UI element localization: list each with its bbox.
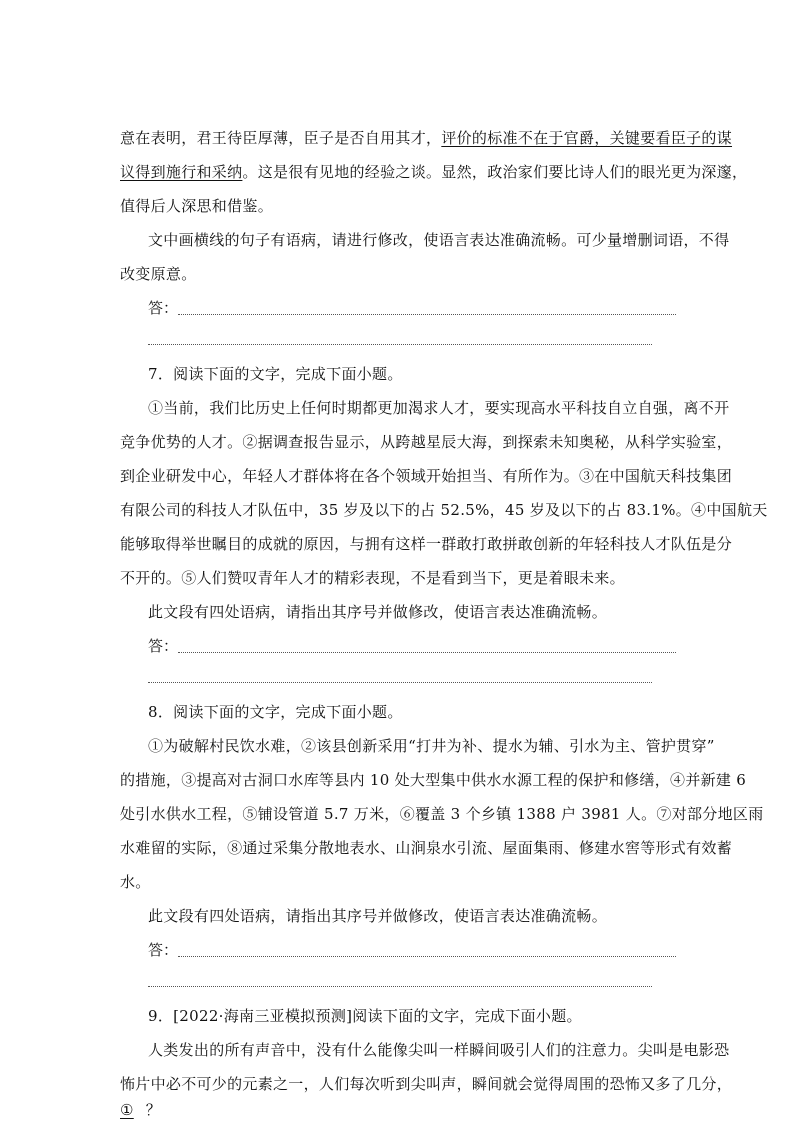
passage-line: 有限公司的科技人才队伍中，35 岁及以下的占 52.5%，45 岁及以下的占 83.1%。④中国航天 — [120, 501, 768, 519]
question-instruction: 改变原意。 — [120, 265, 197, 283]
passage-line: 水难留的实际，⑧通过采集分散地表水、山涧泉水引流、屋面集雨、修建水窖等形式有效蓄 — [120, 839, 733, 857]
answer-line[interactable] — [178, 652, 676, 653]
passage-line: 不开的。⑤人们赞叹青年人才的精彩表现，不是看到当下，更是着眼未来。 — [120, 569, 625, 587]
passage-line: 竞争优势的人才。②据调查报告显示，从跨越星辰大海，到探索未知奥秘，从科学实验室， — [120, 433, 733, 451]
question-mark: ？ — [145, 1101, 162, 1119]
passage-line: ①为破解村民饮水难，②该县创新采用“打井为补、提水为辅、引水为主、管护贯穿” — [148, 737, 715, 755]
question-instruction: 此文段有四处语病，请指出其序号并做修改，使语言表达准确流畅。 — [148, 603, 608, 621]
answer-line[interactable] — [148, 682, 652, 683]
underlined-sentence: 评价的标准不在于官爵，关键要看臣子的谋 — [441, 129, 733, 147]
answer-line[interactable] — [178, 956, 676, 957]
passage-line: 到企业研发中心，年轻人才群体将在各个领域开始担当、有所作为。③在中国航天科技集团 — [120, 467, 733, 485]
fill-blank-line — [120, 1100, 161, 1120]
passage-line: 值得后人深思和借鉴。 — [120, 197, 274, 215]
passage-text: 意在表明，君王待臣厚薄，臣子是否自用其才， — [120, 129, 442, 147]
passage-line: 能够取得举世瞩目的成就的原因，与拥有这样一群敢打敢拼敢创新的年轻科技人才队伍是分 — [120, 535, 733, 553]
answer-line[interactable] — [148, 344, 652, 345]
answer-line[interactable] — [178, 314, 676, 315]
answer-label: 答： — [148, 299, 179, 317]
answer-label: 答： — [148, 941, 179, 959]
passage-line: ①当前，我们比历史上任何时期都更加渴求人才，要实现高水平科技自立自强，离不开 — [148, 399, 730, 417]
passage-line — [120, 128, 732, 148]
passage-line: 的措施，③提高对古洞口水库等县内 10 处大型集中供水水源工程的保护和修缮，④并新建 6 — [120, 771, 747, 789]
question-title: 7．阅读下面的文字，完成下面小题。 — [148, 365, 403, 383]
passage-line — [120, 162, 747, 182]
question-instruction: 此文段有四处语病，请指出其序号并做修改，使语言表达准确流畅。 — [148, 907, 608, 925]
passage-text: 。这是很有见地的经验之谈。显然，政治家们要比诗人们的眼光更为深邃， — [242, 163, 748, 181]
passage-line: 人类发出的所有声音中，没有什么能像尖叫一样瞬间吸引人们的注意力。尖叫是电影恐 — [148, 1041, 730, 1059]
question-title: 8．阅读下面的文字，完成下面小题。 — [148, 703, 403, 721]
underlined-sentence: 议得到施行和采纳 — [120, 163, 243, 181]
answer-label: 答： — [148, 637, 179, 655]
question-instruction: 文中画横线的句子有语病，请进行修改，使语言表达准确流畅。可少量增删词语，不得 — [148, 231, 730, 249]
passage-line: 水。 — [120, 873, 151, 891]
passage-line: 怖片中必不可少的元素之一，人们每次听到尖叫声，瞬间就会觉得周围的恐怖又多了几分， — [120, 1075, 733, 1093]
answer-line[interactable] — [148, 986, 652, 987]
blank-marker: ① — [120, 1101, 134, 1119]
question-title: 9．[2022·海南三亚模拟预测]阅读下面的文字，完成下面小题。 — [148, 1007, 582, 1025]
passage-line: 处引水供水工程，⑤铺设管道 5.7 万米，⑥覆盖 3 个乡镇 1388 户 3981 人。⑦对部分地区雨 — [120, 805, 764, 823]
